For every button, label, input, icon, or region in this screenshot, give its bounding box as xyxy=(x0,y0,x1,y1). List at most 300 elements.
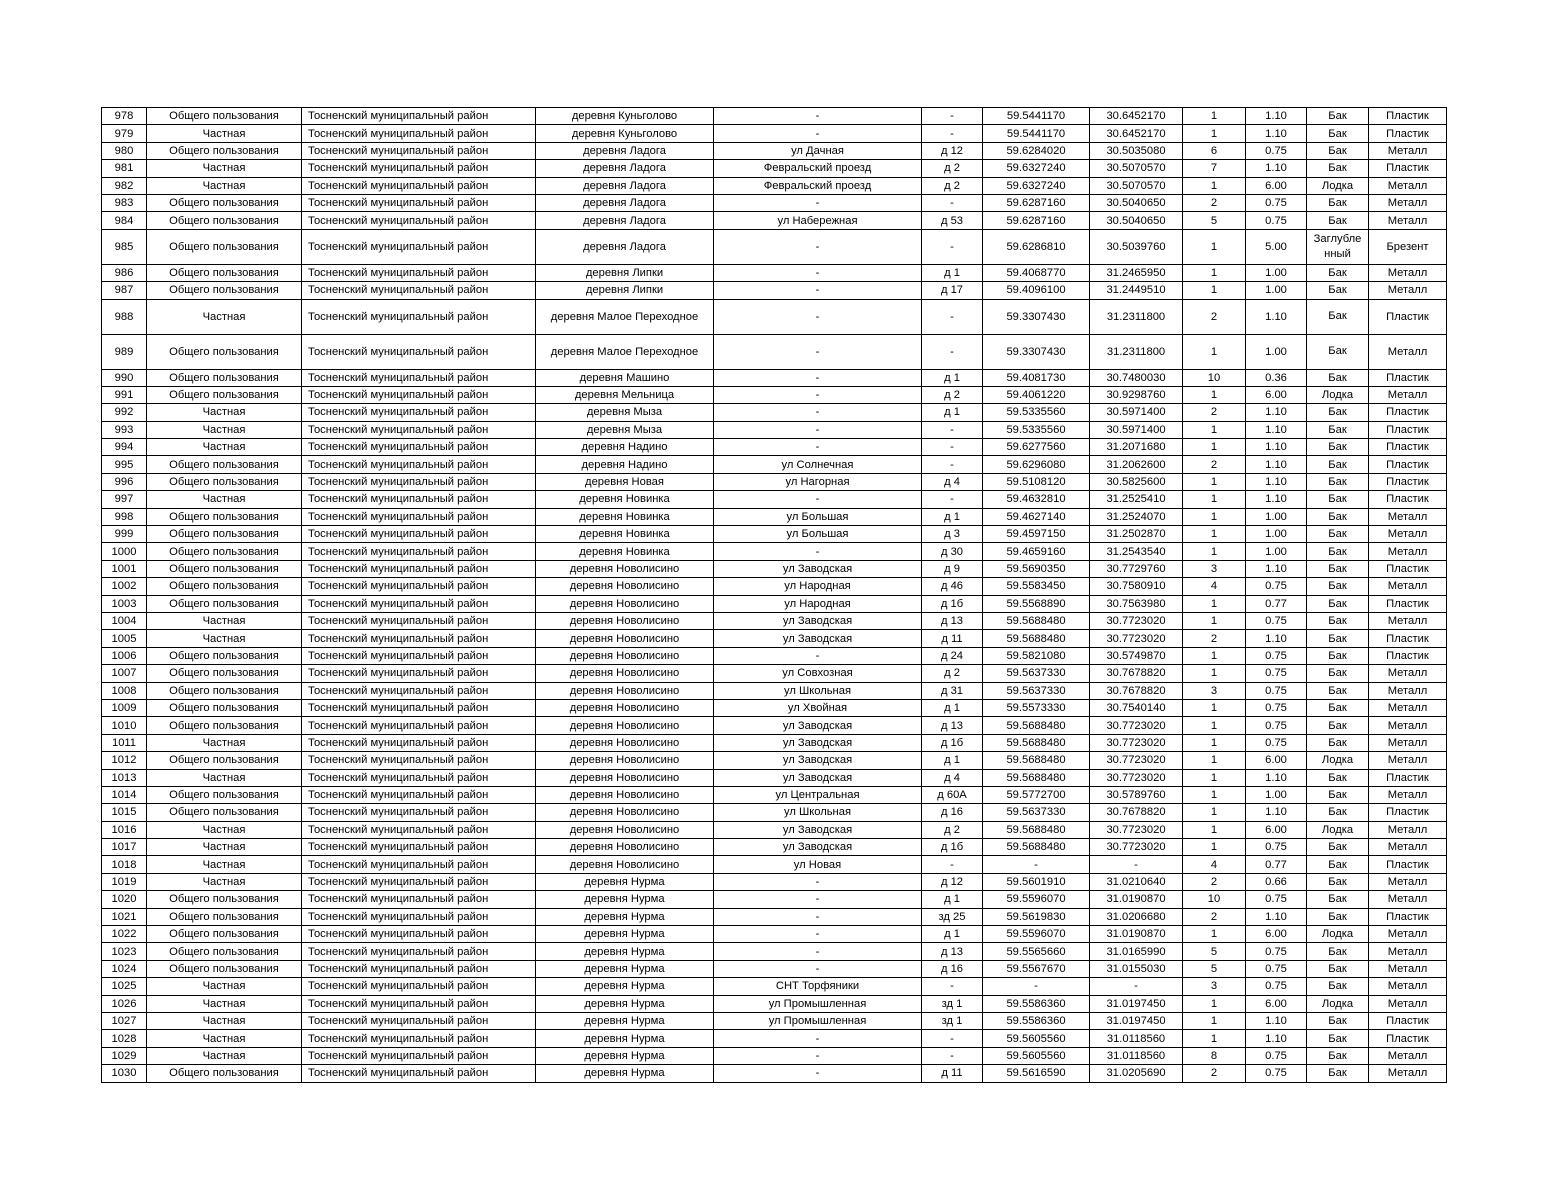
cell-ownership: Частная xyxy=(147,160,302,177)
cell-volume: 6.00 xyxy=(1246,177,1307,194)
cell-longitude: 31.2311800 xyxy=(1090,299,1183,334)
cell-container-count: 1 xyxy=(1183,786,1246,803)
cell-ownership: Частная xyxy=(147,769,302,786)
cell-container-count: 7 xyxy=(1183,160,1246,177)
cell-ownership: Общего пользования xyxy=(147,369,302,386)
cell-row-number: 988 xyxy=(102,299,147,334)
table-row xyxy=(102,1030,1447,1047)
cell-district: Тосненский муниципальный район xyxy=(302,299,536,334)
table-row xyxy=(102,856,1447,873)
cell-district: Тосненский муниципальный район xyxy=(302,734,536,751)
table-row xyxy=(102,978,1447,995)
cell-district: Тосненский муниципальный район xyxy=(302,595,536,612)
cell-container-count: 1 xyxy=(1183,508,1246,525)
cell-longitude: 30.7678820 xyxy=(1090,682,1183,699)
cell-street: ул Заводская xyxy=(714,769,922,786)
cell-street: ул Совхозная xyxy=(714,665,922,682)
cell-material: Металл xyxy=(1369,386,1447,403)
cell-container-count: 6 xyxy=(1183,142,1246,159)
cell-row-number: 1013 xyxy=(102,769,147,786)
cell-house: д 11 xyxy=(922,1065,983,1082)
cell-latitude: 59.5637330 xyxy=(983,682,1090,699)
cell-settlement: деревня Нурма xyxy=(536,1030,714,1047)
cell-row-number: 1005 xyxy=(102,630,147,647)
cell-settlement: деревня Новолисино xyxy=(536,821,714,838)
cell-street: ул Школьная xyxy=(714,804,922,821)
cell-house: д 31 xyxy=(922,682,983,699)
table-row xyxy=(102,595,1447,612)
cell-street: ул Заводская xyxy=(714,612,922,629)
cell-house: - xyxy=(922,125,983,142)
table-row xyxy=(102,212,1447,229)
cell-settlement: деревня Ладога xyxy=(536,212,714,229)
cell-settlement: деревня Новолисино xyxy=(536,752,714,769)
cell-container-count: 1 xyxy=(1183,386,1246,403)
cell-settlement: деревня Новолисино xyxy=(536,734,714,751)
cell-volume: 1.10 xyxy=(1246,299,1307,334)
table-row xyxy=(102,142,1447,159)
cell-volume: 1.10 xyxy=(1246,473,1307,490)
cell-ownership: Общего пользования xyxy=(147,473,302,490)
cell-container-type: Заглубле нный xyxy=(1307,229,1369,264)
table-row xyxy=(102,943,1447,960)
cell-volume: 1.10 xyxy=(1246,404,1307,421)
cell-ownership: Частная xyxy=(147,630,302,647)
cell-latitude: 59.4061220 xyxy=(983,386,1090,403)
cell-settlement: деревня Новинка xyxy=(536,543,714,560)
cell-street: - xyxy=(714,543,922,560)
cell-volume: 1.00 xyxy=(1246,282,1307,299)
cell-ownership: Частная xyxy=(147,734,302,751)
cell-row-number: 1010 xyxy=(102,717,147,734)
cell-longitude: 30.7480030 xyxy=(1090,369,1183,386)
cell-volume: 0.75 xyxy=(1246,978,1307,995)
cell-district: Тосненский муниципальный район xyxy=(302,1012,536,1029)
cell-district: Тосненский муниципальный район xyxy=(302,404,536,421)
cell-row-number: 996 xyxy=(102,473,147,490)
cell-latitude: 59.4096100 xyxy=(983,282,1090,299)
cell-material: Металл xyxy=(1369,682,1447,699)
cell-row-number: 1018 xyxy=(102,856,147,873)
cell-row-number: 1019 xyxy=(102,873,147,890)
cell-container-count: 1 xyxy=(1183,125,1246,142)
cell-house: д 13 xyxy=(922,612,983,629)
table-row xyxy=(102,752,1447,769)
table-row xyxy=(102,491,1447,508)
cell-material: Металл xyxy=(1369,926,1447,943)
cell-container-count: 1 xyxy=(1183,229,1246,264)
cell-street: ул Новая xyxy=(714,856,922,873)
cell-longitude: 31.2502870 xyxy=(1090,526,1183,543)
cell-house: - xyxy=(922,856,983,873)
cell-latitude: - xyxy=(983,978,1090,995)
cell-volume: 6.00 xyxy=(1246,386,1307,403)
cell-district: Тосненский муниципальный район xyxy=(302,108,536,125)
cell-latitude: 59.5596070 xyxy=(983,891,1090,908)
cell-latitude: 59.5690350 xyxy=(983,560,1090,577)
table-row xyxy=(102,456,1447,473)
cell-district: Тосненский муниципальный район xyxy=(302,160,536,177)
cell-container-type: Бак xyxy=(1307,630,1369,647)
cell-row-number: 982 xyxy=(102,177,147,194)
cell-longitude: 31.0206680 xyxy=(1090,908,1183,925)
cell-material: Пластик xyxy=(1369,1030,1447,1047)
cell-material: Металл xyxy=(1369,282,1447,299)
table-row xyxy=(102,194,1447,211)
cell-district: Тосненский муниципальный район xyxy=(302,334,536,369)
cell-container-count: 1 xyxy=(1183,595,1246,612)
cell-latitude: 59.5616590 xyxy=(983,1065,1090,1082)
cell-ownership: Частная xyxy=(147,856,302,873)
table-row xyxy=(102,612,1447,629)
cell-latitude: 59.5108120 xyxy=(983,473,1090,490)
data-table xyxy=(101,107,1447,1083)
cell-container-count: 4 xyxy=(1183,578,1246,595)
cell-street: - xyxy=(714,369,922,386)
cell-ownership: Общего пользования xyxy=(147,908,302,925)
cell-row-number: 1011 xyxy=(102,734,147,751)
cell-longitude: 31.0165990 xyxy=(1090,943,1183,960)
cell-ownership: Общего пользования xyxy=(147,595,302,612)
cell-district: Тосненский муниципальный район xyxy=(302,1065,536,1082)
cell-row-number: 985 xyxy=(102,229,147,264)
cell-street: - xyxy=(714,264,922,281)
cell-street: - xyxy=(714,891,922,908)
cell-street: - xyxy=(714,334,922,369)
cell-house: - xyxy=(922,491,983,508)
cell-row-number: 986 xyxy=(102,264,147,281)
cell-volume: 1.10 xyxy=(1246,125,1307,142)
cell-street: ул Заводская xyxy=(714,752,922,769)
cell-container-count: 1 xyxy=(1183,264,1246,281)
cell-district: Тосненский муниципальный район xyxy=(302,194,536,211)
cell-longitude: 30.6452170 xyxy=(1090,125,1183,142)
cell-settlement: деревня Липки xyxy=(536,264,714,281)
cell-ownership: Общего пользования xyxy=(147,108,302,125)
cell-longitude: 31.0118560 xyxy=(1090,1030,1183,1047)
cell-material: Металл xyxy=(1369,665,1447,682)
table-row xyxy=(102,699,1447,716)
cell-container-count: 1 xyxy=(1183,717,1246,734)
table-row xyxy=(102,1047,1447,1064)
cell-house: - xyxy=(922,456,983,473)
cell-latitude: 59.5335560 xyxy=(983,404,1090,421)
cell-container-count: 1 xyxy=(1183,821,1246,838)
cell-settlement: деревня Ладога xyxy=(536,177,714,194)
cell-district: Тосненский муниципальный район xyxy=(302,1047,536,1064)
cell-latitude: 59.5688480 xyxy=(983,752,1090,769)
cell-longitude: 31.0190870 xyxy=(1090,926,1183,943)
cell-ownership: Общего пользования xyxy=(147,212,302,229)
cell-settlement: деревня Новолисино xyxy=(536,699,714,716)
cell-longitude: 31.2525410 xyxy=(1090,491,1183,508)
cell-volume: 1.10 xyxy=(1246,456,1307,473)
cell-street: - xyxy=(714,647,922,664)
cell-street: - xyxy=(714,299,922,334)
cell-district: Тосненский муниципальный район xyxy=(302,125,536,142)
cell-container-count: 1 xyxy=(1183,995,1246,1012)
cell-house: д 13 xyxy=(922,717,983,734)
cell-settlement: деревня Малое Переходное xyxy=(536,299,714,334)
cell-volume: 1.10 xyxy=(1246,1012,1307,1029)
cell-container-count: 1 xyxy=(1183,804,1246,821)
cell-settlement: деревня Ладога xyxy=(536,229,714,264)
cell-row-number: 1029 xyxy=(102,1047,147,1064)
cell-volume: 0.75 xyxy=(1246,578,1307,595)
cell-volume: 0.75 xyxy=(1246,960,1307,977)
cell-settlement: деревня Новолисино xyxy=(536,769,714,786)
cell-material: Пластик xyxy=(1369,804,1447,821)
cell-ownership: Частная xyxy=(147,439,302,456)
cell-longitude: 31.2465950 xyxy=(1090,264,1183,281)
table-row xyxy=(102,282,1447,299)
table-row xyxy=(102,769,1447,786)
cell-container-count: 3 xyxy=(1183,682,1246,699)
cell-latitude: 59.5637330 xyxy=(983,804,1090,821)
cell-container-type: Бак xyxy=(1307,142,1369,159)
cell-settlement: деревня Нурма xyxy=(536,960,714,977)
cell-latitude: 59.4632810 xyxy=(983,491,1090,508)
cell-material: Пластик xyxy=(1369,856,1447,873)
cell-ownership: Частная xyxy=(147,421,302,438)
cell-house: д 11 xyxy=(922,630,983,647)
cell-house: - xyxy=(922,108,983,125)
cell-volume: 0.75 xyxy=(1246,682,1307,699)
table-row xyxy=(102,229,1447,264)
cell-row-number: 990 xyxy=(102,369,147,386)
cell-volume: 0.75 xyxy=(1246,194,1307,211)
cell-container-type: Бак xyxy=(1307,978,1369,995)
cell-house: - xyxy=(922,229,983,264)
cell-street: - xyxy=(714,421,922,438)
cell-house: д 1 xyxy=(922,891,983,908)
cell-container-count: 1 xyxy=(1183,699,1246,716)
cell-material: Металл xyxy=(1369,334,1447,369)
cell-district: Тосненский муниципальный район xyxy=(302,142,536,159)
cell-row-number: 1028 xyxy=(102,1030,147,1047)
cell-ownership: Общего пользования xyxy=(147,194,302,211)
cell-longitude: 31.0210640 xyxy=(1090,873,1183,890)
cell-latitude: 59.5688480 xyxy=(983,769,1090,786)
table-row xyxy=(102,665,1447,682)
cell-settlement: деревня Нурма xyxy=(536,926,714,943)
cell-district: Тосненский муниципальный район xyxy=(302,369,536,386)
cell-settlement: деревня Нурма xyxy=(536,1065,714,1082)
cell-district: Тосненский муниципальный район xyxy=(302,856,536,873)
cell-latitude: 59.4068770 xyxy=(983,264,1090,281)
cell-container-count: 1 xyxy=(1183,769,1246,786)
cell-street: ул Заводская xyxy=(714,839,922,856)
cell-container-count: 2 xyxy=(1183,299,1246,334)
cell-container-type: Бак xyxy=(1307,1065,1369,1082)
cell-container-count: 8 xyxy=(1183,1047,1246,1064)
cell-district: Тосненский муниципальный район xyxy=(302,560,536,577)
cell-street: ул Заводская xyxy=(714,560,922,577)
cell-settlement: деревня Нурма xyxy=(536,873,714,890)
cell-house: зд 25 xyxy=(922,908,983,925)
cell-house: д 1 xyxy=(922,926,983,943)
cell-house: д 3 xyxy=(922,526,983,543)
cell-settlement: деревня Нурма xyxy=(536,908,714,925)
cell-settlement: деревня Мельница xyxy=(536,386,714,403)
cell-container-type: Бак xyxy=(1307,804,1369,821)
cell-street: ул Большая xyxy=(714,508,922,525)
cell-settlement: деревня Новолисино xyxy=(536,560,714,577)
cell-row-number: 1012 xyxy=(102,752,147,769)
cell-latitude: 59.4659160 xyxy=(983,543,1090,560)
cell-volume: 1.10 xyxy=(1246,160,1307,177)
cell-row-number: 1027 xyxy=(102,1012,147,1029)
cell-longitude: 30.7729760 xyxy=(1090,560,1183,577)
cell-street: ул Заводская xyxy=(714,734,922,751)
cell-row-number: 1022 xyxy=(102,926,147,943)
cell-longitude: 30.7723020 xyxy=(1090,717,1183,734)
cell-container-count: 1 xyxy=(1183,491,1246,508)
cell-material: Пластик xyxy=(1369,473,1447,490)
cell-material: Металл xyxy=(1369,839,1447,856)
cell-street: ул Промышленная xyxy=(714,1012,922,1029)
cell-district: Тосненский муниципальный район xyxy=(302,543,536,560)
cell-house: д 1 xyxy=(922,264,983,281)
cell-container-type: Лодка xyxy=(1307,926,1369,943)
cell-row-number: 1003 xyxy=(102,595,147,612)
cell-material: Металл xyxy=(1369,960,1447,977)
cell-container-type: Бак xyxy=(1307,421,1369,438)
cell-row-number: 983 xyxy=(102,194,147,211)
cell-volume: 1.00 xyxy=(1246,264,1307,281)
cell-settlement: деревня Новинка xyxy=(536,508,714,525)
cell-house: д 13 xyxy=(922,943,983,960)
cell-street: - xyxy=(714,108,922,125)
cell-district: Тосненский муниципальный район xyxy=(302,908,536,925)
table-row xyxy=(102,786,1447,803)
cell-row-number: 1004 xyxy=(102,612,147,629)
cell-district: Тосненский муниципальный район xyxy=(302,456,536,473)
cell-material: Брезент xyxy=(1369,229,1447,264)
cell-district: Тосненский муниципальный район xyxy=(302,491,536,508)
cell-ownership: Общего пользования xyxy=(147,578,302,595)
cell-street: ул Хвойная xyxy=(714,699,922,716)
cell-street: - xyxy=(714,491,922,508)
cell-ownership: Общего пользования xyxy=(147,229,302,264)
cell-volume: 1.00 xyxy=(1246,786,1307,803)
cell-district: Тосненский муниципальный район xyxy=(302,752,536,769)
cell-longitude: 30.5825600 xyxy=(1090,473,1183,490)
cell-container-type: Бак xyxy=(1307,404,1369,421)
cell-material: Металл xyxy=(1369,543,1447,560)
cell-row-number: 1008 xyxy=(102,682,147,699)
cell-material: Пластик xyxy=(1369,908,1447,925)
cell-settlement: деревня Нурма xyxy=(536,891,714,908)
cell-material: Пластик xyxy=(1369,630,1447,647)
cell-material: Металл xyxy=(1369,526,1447,543)
cell-container-type: Лодка xyxy=(1307,752,1369,769)
cell-container-type: Бак xyxy=(1307,1047,1369,1064)
cell-container-type: Бак xyxy=(1307,1012,1369,1029)
table-row xyxy=(102,508,1447,525)
table-row xyxy=(102,526,1447,543)
cell-container-count: 1 xyxy=(1183,282,1246,299)
cell-row-number: 995 xyxy=(102,456,147,473)
cell-latitude: 59.6287160 xyxy=(983,212,1090,229)
cell-latitude: 59.5441170 xyxy=(983,108,1090,125)
cell-latitude: 59.5688480 xyxy=(983,612,1090,629)
cell-settlement: деревня Новолисино xyxy=(536,839,714,856)
cell-container-type: Бак xyxy=(1307,526,1369,543)
cell-district: Тосненский муниципальный район xyxy=(302,612,536,629)
cell-container-type: Бак xyxy=(1307,1030,1369,1047)
cell-volume: 6.00 xyxy=(1246,926,1307,943)
cell-container-type: Бак xyxy=(1307,508,1369,525)
cell-district: Тосненский муниципальный район xyxy=(302,212,536,229)
cell-longitude: 30.5971400 xyxy=(1090,404,1183,421)
cell-container-type: Бак xyxy=(1307,682,1369,699)
cell-volume: 0.77 xyxy=(1246,595,1307,612)
cell-house: д 53 xyxy=(922,212,983,229)
cell-container-type: Лодка xyxy=(1307,177,1369,194)
cell-latitude: 59.5688480 xyxy=(983,717,1090,734)
cell-ownership: Общего пользования xyxy=(147,682,302,699)
cell-row-number: 984 xyxy=(102,212,147,229)
cell-material: Металл xyxy=(1369,699,1447,716)
cell-container-type: Бак xyxy=(1307,456,1369,473)
cell-material: Пластик xyxy=(1369,299,1447,334)
cell-material: Пластик xyxy=(1369,491,1447,508)
cell-row-number: 987 xyxy=(102,282,147,299)
cell-district: Тосненский муниципальный район xyxy=(302,264,536,281)
cell-ownership: Общего пользования xyxy=(147,752,302,769)
table-row xyxy=(102,560,1447,577)
table-row xyxy=(102,578,1447,595)
cell-volume: 1.10 xyxy=(1246,439,1307,456)
cell-house: д 1б xyxy=(922,734,983,751)
cell-longitude: 30.5035080 xyxy=(1090,142,1183,159)
cell-material: Металл xyxy=(1369,1065,1447,1082)
cell-latitude: 59.5688480 xyxy=(983,821,1090,838)
cell-house: д 1б xyxy=(922,595,983,612)
cell-ownership: Общего пользования xyxy=(147,786,302,803)
cell-settlement: деревня Надино xyxy=(536,439,714,456)
cell-latitude: 59.5605560 xyxy=(983,1030,1090,1047)
cell-street: - xyxy=(714,1047,922,1064)
cell-volume: 1.00 xyxy=(1246,543,1307,560)
table-row xyxy=(102,386,1447,403)
cell-settlement: деревня Новая xyxy=(536,473,714,490)
cell-container-count: 5 xyxy=(1183,960,1246,977)
cell-container-type: Бак xyxy=(1307,856,1369,873)
cell-row-number: 981 xyxy=(102,160,147,177)
cell-latitude: 59.5688480 xyxy=(983,734,1090,751)
cell-street: - xyxy=(714,1065,922,1082)
cell-volume: 0.75 xyxy=(1246,1047,1307,1064)
cell-street: - xyxy=(714,404,922,421)
cell-district: Тосненский муниципальный район xyxy=(302,960,536,977)
cell-volume: 1.10 xyxy=(1246,630,1307,647)
cell-row-number: 1006 xyxy=(102,647,147,664)
table-row xyxy=(102,682,1447,699)
cell-container-type: Лодка xyxy=(1307,995,1369,1012)
cell-district: Тосненский муниципальный район xyxy=(302,821,536,838)
cell-ownership: Общего пользования xyxy=(147,891,302,908)
cell-container-count: 10 xyxy=(1183,369,1246,386)
cell-ownership: Частная xyxy=(147,125,302,142)
cell-house: д 12 xyxy=(922,873,983,890)
table-row xyxy=(102,873,1447,890)
cell-container-count: 2 xyxy=(1183,908,1246,925)
table-row xyxy=(102,160,1447,177)
cell-material: Металл xyxy=(1369,612,1447,629)
cell-row-number: 1007 xyxy=(102,665,147,682)
